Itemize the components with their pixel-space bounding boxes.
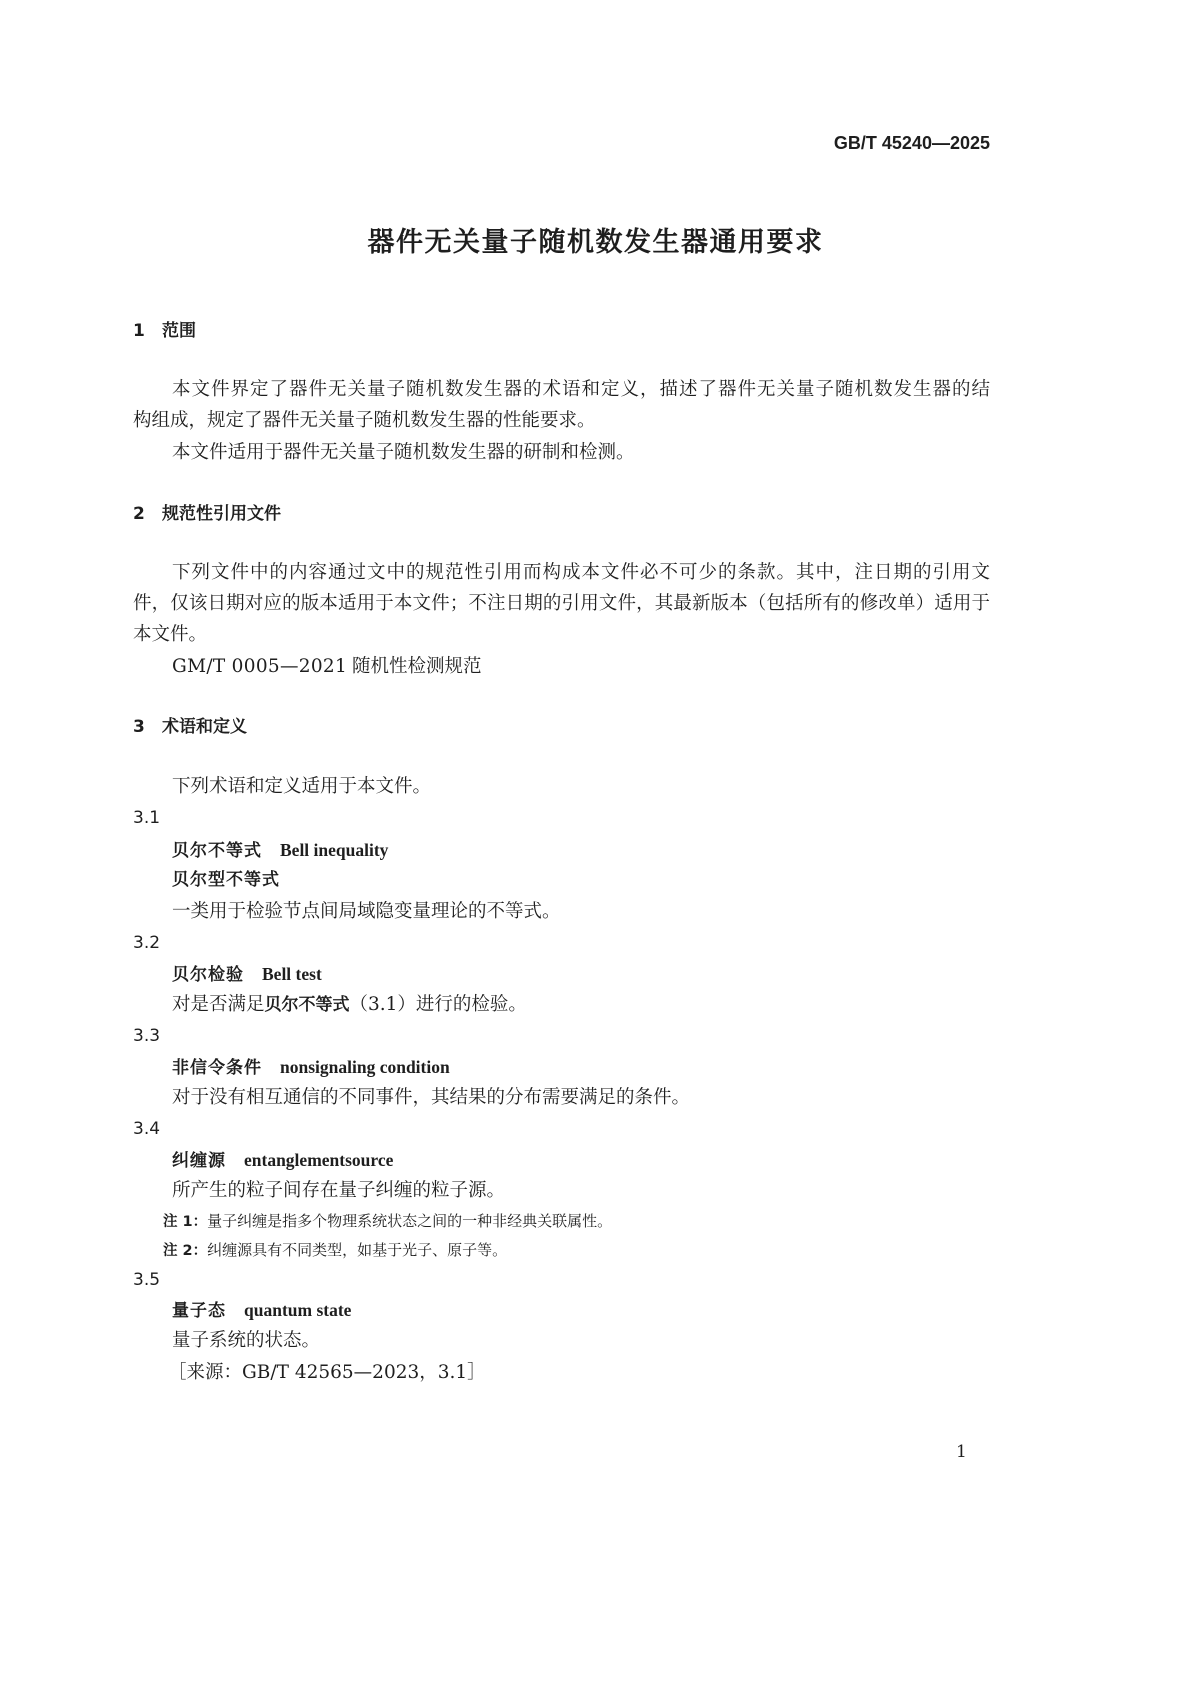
definition-text: （3.1）进行的检验。	[349, 994, 527, 1015]
page-number: 1	[956, 1442, 967, 1462]
section-heading-scope	[133, 319, 196, 343]
term-en: Bell inequality	[280, 840, 389, 860]
term-entry	[172, 1148, 393, 1172]
term-en: nonsignaling condition	[280, 1057, 450, 1077]
term-entry	[172, 1055, 450, 1079]
paragraph-line: 件，仅该日期对应的版本适用于本文件；不注日期的引用文件，其最新版本（包括所有的修改单）适用于	[133, 593, 990, 614]
term-definition: 所产生的粒子间存在量子纠缠的粒子源。	[172, 1180, 506, 1201]
paragraph-line: 本文件。	[133, 624, 208, 645]
section-title: 范围	[162, 321, 196, 341]
section-number: 1	[133, 321, 145, 341]
term-entry	[172, 838, 388, 862]
definition-text: 对是否满足	[172, 994, 265, 1015]
section-title: 规范性引用文件	[162, 504, 281, 524]
reference-code: GM/T 0005—2021	[172, 656, 348, 677]
term-number: 3.5	[133, 1270, 161, 1290]
term-definition	[172, 993, 527, 1017]
section-title: 术语和定义	[162, 717, 247, 737]
standard-code-header: GB/T 45240—2025	[833, 133, 990, 153]
reference-title: 随机性检测规范	[352, 656, 482, 677]
term-cross-reference: 贝尔不等式	[264, 995, 350, 1015]
section-number: 2	[133, 504, 145, 524]
term-entry	[172, 962, 322, 986]
term-zh: 贝尔不等式	[172, 841, 262, 861]
document-title: 器件无关量子随机数发生器通用要求	[367, 227, 824, 258]
term-number: 3.4	[133, 1119, 161, 1139]
term-en: entanglementsource	[244, 1150, 394, 1170]
note-text: 纠缠源具有不同类型，如基于光子、原子等。	[207, 1241, 508, 1259]
term-number: 3.1	[133, 808, 161, 828]
section-number: 3	[133, 717, 145, 737]
term-note	[163, 1238, 507, 1262]
term-en: quantum state	[244, 1300, 352, 1320]
section-heading-terms-definitions	[133, 715, 247, 739]
term-definition: 一类用于检验节点间局域隐变量理论的不等式。	[172, 901, 561, 922]
term-number: 3.2	[133, 933, 161, 953]
note-label: 注 1：	[163, 1214, 208, 1230]
term-source: ［来源：GB/T 42565—2023，3.1］	[168, 1362, 486, 1383]
section-intro: 下列术语和定义适用于本文件。	[172, 776, 432, 797]
paragraph-line: 本文件界定了器件无关量子随机数发生器的术语和定义，描述了器件无关量子随机数发生器的结	[172, 379, 990, 400]
term-alt-entry	[172, 868, 280, 892]
note-text: 量子纠缠是指多个物理系统状态之间的一种非经典关联属性。	[207, 1212, 613, 1230]
paragraph-line: 构组成，规定了器件无关量子随机数发生器的性能要求。	[133, 410, 596, 431]
term-definition: 对于没有相互通信的不同事件，其结果的分布需要满足的条件。	[172, 1087, 691, 1108]
note-label: 注 2：	[163, 1243, 208, 1259]
term-entry	[172, 1298, 351, 1322]
paragraph-line: 下列文件中的内容通过文中的规范性引用而构成本文件必不可少的条款。其中，注日期的引用文	[172, 562, 990, 583]
term-alt: 贝尔型不等式	[172, 870, 280, 890]
section-heading-normative-references	[133, 502, 281, 526]
term-zh: 非信令条件	[172, 1058, 262, 1078]
term-zh: 贝尔检验	[172, 965, 244, 985]
term-zh: 纠缠源	[172, 1151, 226, 1171]
term-zh: 量子态	[172, 1301, 226, 1321]
term-number: 3.3	[133, 1026, 161, 1046]
term-en: Bell test	[262, 964, 322, 984]
term-note	[163, 1209, 612, 1233]
reference-entry	[172, 655, 482, 679]
term-definition: 量子系统的状态。	[172, 1330, 321, 1351]
paragraph-line: 本文件适用于器件无关量子随机数发生器的研制和检测。	[172, 442, 635, 463]
